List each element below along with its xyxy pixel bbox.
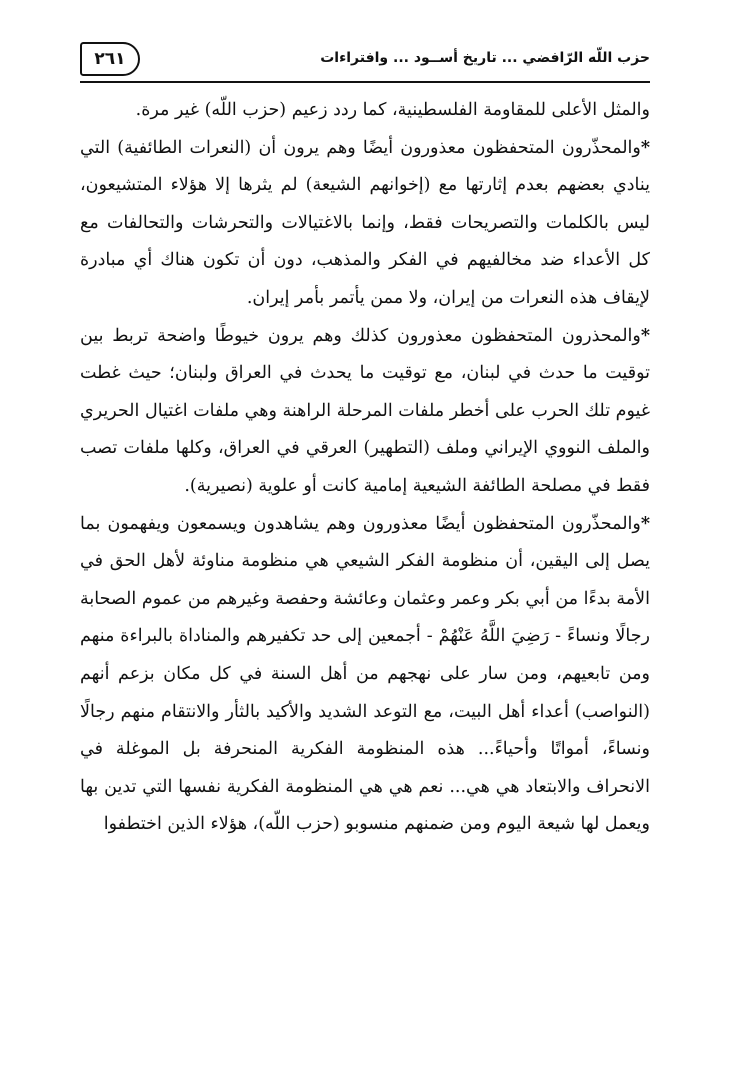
page-number: ٢٦١: [94, 49, 126, 69]
paragraph-text: والمحذرون المتحفظون معذورون كذلك وهم يرون خيوطًا واضحة تربط بين توقيت ما حدث في لبنان، مع توقيت ما يحدث في العراق ولبنان؛ حيث غطت غيوم تلك الحرب على أخطر ملفات المرحلة الراهنة وهي ملفات اغتيال الحريري والملف النووي الإيراني وملف (التطهير) العرقي في العراق، وكلها ملفات تصب فقط في مصلحة الطائفة الشيعية إمامية كانت أو علوية (نصيرية).: [80, 325, 650, 496]
paragraph-3: [80, 318, 650, 506]
paragraph-1: [80, 92, 650, 130]
running-title: حزب اللّه الرّافضي ... تاريخ أســود ... وافتراءات: [320, 50, 650, 66]
paragraph-text: والمحذّرون المتحفظون أيضًا معذورون وهم يشاهدون ويسمعون ويفهمون بما يصل إلى اليقين، أن منظومة الفكر الشيعي هي منظومة مناوئة لأهل الحق في الأمة بدءًا من أبي بكر وعمر وعثمان وعائشة وحفصة وغيرهم من عموم الصحابة رجالًا ونساءً - رَضِيَ اللَّهُ عَنْهُمْ - أجمعين إلى حد تكفيرهم والمناداة بالبراءة منهم ومن تابعيهم، ومن سار على نهجهم من أهل السنة في كل مكان بزعم أنهم (النواصب) أعداء أهل البيت، مع التوعد الشديد والأكيد بالثأر والانتقام منهم رجالًا ونساءً، أمواتًا وأحياءً... هذه المنظومة الفكرية المنحرفة بل الموغلة في الانحراف والابتعاد هي هي... نعم هي هي المنظومة الفكرية نفسها التي تدين بها ويعمل لها شيعة اليوم ومن ضمنهم منسوبو (حزب اللّه)، هؤلاء الذين اختطفوا: [80, 513, 650, 835]
paragraph-4: [80, 506, 650, 844]
book-page: [80, 38, 650, 1048]
paragraph-2: [80, 130, 650, 318]
bullet-marker: *: [640, 137, 650, 158]
bullet-marker: *: [640, 513, 650, 534]
paragraph-text: والمثل الأعلى للمقاومة الفلسطينية، كما ردد زعيم (حزب اللّه) غير مرة.: [135, 100, 650, 120]
header-divider: [80, 81, 650, 83]
page-number-frame: [80, 42, 140, 76]
bullet-marker: *: [640, 325, 650, 346]
paragraph-text: والمحذّرون المتحفظون معذورون أيضًا وهم يرون أن (النعرات الطائفية) التي ينادي بعضهم بعدم إثارتها مع (إخوانهم الشيعة) لم يثرها إلا هؤلاء المتشيعون، ليس بالكلمات والتصريحات فقط، وإنما بالاغتيالات والتحرشات والتحالفات مع كل الأعداء ضد مخالفيهم في الفكر والمذهب، دون أن تكون هناك أي مبادرة لإيقاف هذه النعرات من إيران، ولا ممن يأتمر بأمر إيران.: [80, 137, 650, 308]
page-header: [80, 38, 650, 82]
body-text: [80, 92, 650, 844]
